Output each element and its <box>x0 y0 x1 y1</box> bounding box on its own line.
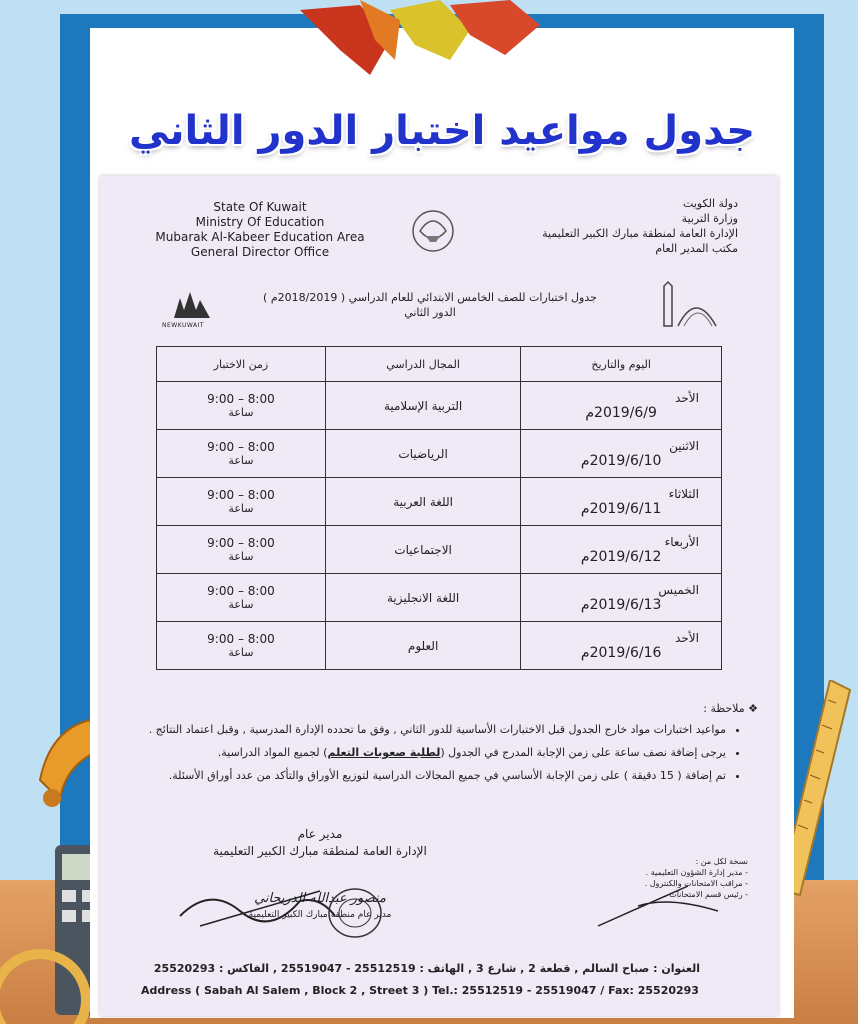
signer-org: الإدارة العامة لمنطقة مبارك الكبير التعليمية <box>213 844 427 858</box>
table-row <box>157 430 722 478</box>
header-day-date: اليوم والتاريخ <box>521 347 722 382</box>
day-name: الأحد <box>675 630 699 645</box>
time-range: 8:00 – 9:00 <box>207 392 275 406</box>
time-unit: ساعة <box>228 646 254 659</box>
header-exam-time: زمن الاختبار <box>157 347 326 382</box>
exam-date: 2019/6/16م <box>580 644 662 661</box>
signer-name: منصور عبدالله الدريحاني <box>254 891 386 906</box>
exam-schedule-table <box>156 346 722 670</box>
letterhead-en-line1: State Of Kuwait <box>213 200 307 214</box>
copy-note-heading: نسخة لكل من : <box>695 857 748 866</box>
arabic-letterhead <box>488 196 738 256</box>
autumn-leaves-decoration <box>300 0 540 80</box>
kuwait-emblem-icon <box>408 206 458 256</box>
schedule-title-line1: جدول اختبارات للصف الخامس الابتدائي للعام الدراسي ( 2018/2019م ) <box>263 291 597 304</box>
note-item: • مواعيد اختبارات مواد خارج الجدول قبل الاختبارات الأساسية للدور الثاني , وفق ما تحدده الإدارة المدرسية , وقبل اعتماد النتائج . <box>140 721 726 738</box>
table-row <box>157 478 722 526</box>
letterhead-ar-line1: دولة الكويت <box>683 197 738 210</box>
letterhead-en-line4: General Director Office <box>190 245 330 259</box>
schedule-title-line2: الدور الثاني <box>404 306 456 319</box>
exam-date: 2019/6/12م <box>580 548 662 565</box>
time-unit: ساعة <box>228 502 254 515</box>
letterhead-ar-line3: الإدارة العامة لمنطقة مبارك الكبير التعليمية <box>542 227 738 240</box>
day-date-cell <box>521 430 722 478</box>
english-letterhead <box>140 200 380 260</box>
time-range: 8:00 – 9:00 <box>207 488 275 502</box>
notes-section <box>140 700 758 790</box>
banner-title: جدول مواعيد اختبار الدور الثاني <box>128 108 756 154</box>
day-name: الثلاثاء <box>668 486 699 501</box>
time-range: 8:00 – 9:00 <box>207 536 275 550</box>
notes-list <box>140 721 740 784</box>
time-cell <box>157 622 326 670</box>
address-arabic: العنوان : صباح السالم , قطعة 2 , شارع 3 , الهاتف : 25512519 - 25519047 , الفاكس : 25520293 <box>153 962 700 975</box>
subject-cell: اللغة العربية <box>325 478 520 526</box>
table-row <box>157 382 722 430</box>
subject-cell: الرياضيات <box>325 430 520 478</box>
table-row <box>157 526 722 574</box>
day-date-cell <box>521 382 722 430</box>
day-name: الاثنين <box>669 438 699 453</box>
letterhead-ar-line2: وزارة التربية <box>681 212 738 225</box>
subject-cell: العلوم <box>325 622 520 670</box>
handwritten-signature <box>170 876 340 936</box>
copy-note-line: - مدير إدارة الشؤون التعليمية . <box>645 868 748 877</box>
time-cell <box>157 574 326 622</box>
copy-note-line: - مراقب الامتحانات والكنترول . <box>644 879 748 888</box>
note-text: يرجى إضافة نصف ساعة على زمن الإجابة المدرج في الجدول ( <box>440 746 726 759</box>
protractor-decoration <box>0 930 90 1024</box>
new-kuwait-logo-icon <box>170 288 214 322</box>
schedule-title <box>240 290 620 320</box>
subject-cell: اللغة الانجليزية <box>325 574 520 622</box>
exam-date: 2019/6/13م <box>580 596 662 613</box>
logo-caption: NEWKUWAIT <box>162 322 205 329</box>
time-range: 8:00 – 9:00 <box>207 440 275 454</box>
exam-date: 2019/6/11م <box>580 500 662 517</box>
kuwait-towers-icon <box>656 280 718 328</box>
exam-date: 2019/6/10م <box>580 452 662 469</box>
time-unit: ساعة <box>228 598 254 611</box>
time-unit: ساعة <box>228 550 254 563</box>
subject-cell: التربية الإسلامية <box>325 382 520 430</box>
time-cell <box>157 430 326 478</box>
note-emphasis: لطلبة صعوبات التعلم <box>327 746 441 759</box>
table-row <box>157 622 722 670</box>
time-unit: ساعة <box>228 454 254 467</box>
day-name: الأحد <box>675 390 699 405</box>
official-stamp <box>326 886 384 940</box>
day-date-cell <box>521 526 722 574</box>
note-item: • تم إضافة ( 15 دقيقة ) على زمن الإجابة الأساسي في جميع المجالات الدراسية لتوزيع الأوراق والتأكد من عدد أوراق الأسئلة. <box>140 767 726 784</box>
letterhead-en-line2: Ministry Of Education <box>195 215 325 229</box>
letterhead-en-line3: Mubarak Al-Kabeer Education Area <box>155 230 365 244</box>
day-date-cell <box>521 574 722 622</box>
header-subject: المجال الدراسي <box>325 347 520 382</box>
subject-cell: الاجتماعيات <box>325 526 520 574</box>
copy-note-line: - رئيس قسم الامتحانات . <box>664 890 748 899</box>
address-english: Address ( Sabah Al Salem , Block 2 , Street 3 ) Tel.: 25512519 - 25519047 / Fax: 25520293 <box>141 984 699 997</box>
document-page <box>100 176 778 1016</box>
signer-role: مدير عام منطقة مبارك الكبير التعليمية <box>248 910 392 920</box>
day-name: الأربعاء <box>664 534 699 549</box>
letterhead-ar-line4: مكتب المدير العام <box>655 242 738 255</box>
time-range: 8:00 – 9:00 <box>207 632 275 646</box>
time-unit: ساعة <box>228 406 254 419</box>
time-cell <box>157 526 326 574</box>
time-range: 8:00 – 9:00 <box>207 584 275 598</box>
secondary-signature <box>578 876 738 936</box>
time-cell <box>157 478 326 526</box>
exam-date: 2019/6/9م <box>585 404 657 421</box>
table-header-row <box>157 347 722 382</box>
time-cell <box>157 382 326 430</box>
day-date-cell <box>521 478 722 526</box>
day-name: الخميس <box>658 582 699 597</box>
day-date-cell <box>521 622 722 670</box>
signer-title: مدير عام <box>297 827 343 841</box>
notes-heading: ❖ ملاحظة : <box>703 702 758 715</box>
table-row <box>157 574 722 622</box>
note-item <box>140 744 726 761</box>
note-text: ) لجميع المواد الدراسية. <box>217 746 328 759</box>
